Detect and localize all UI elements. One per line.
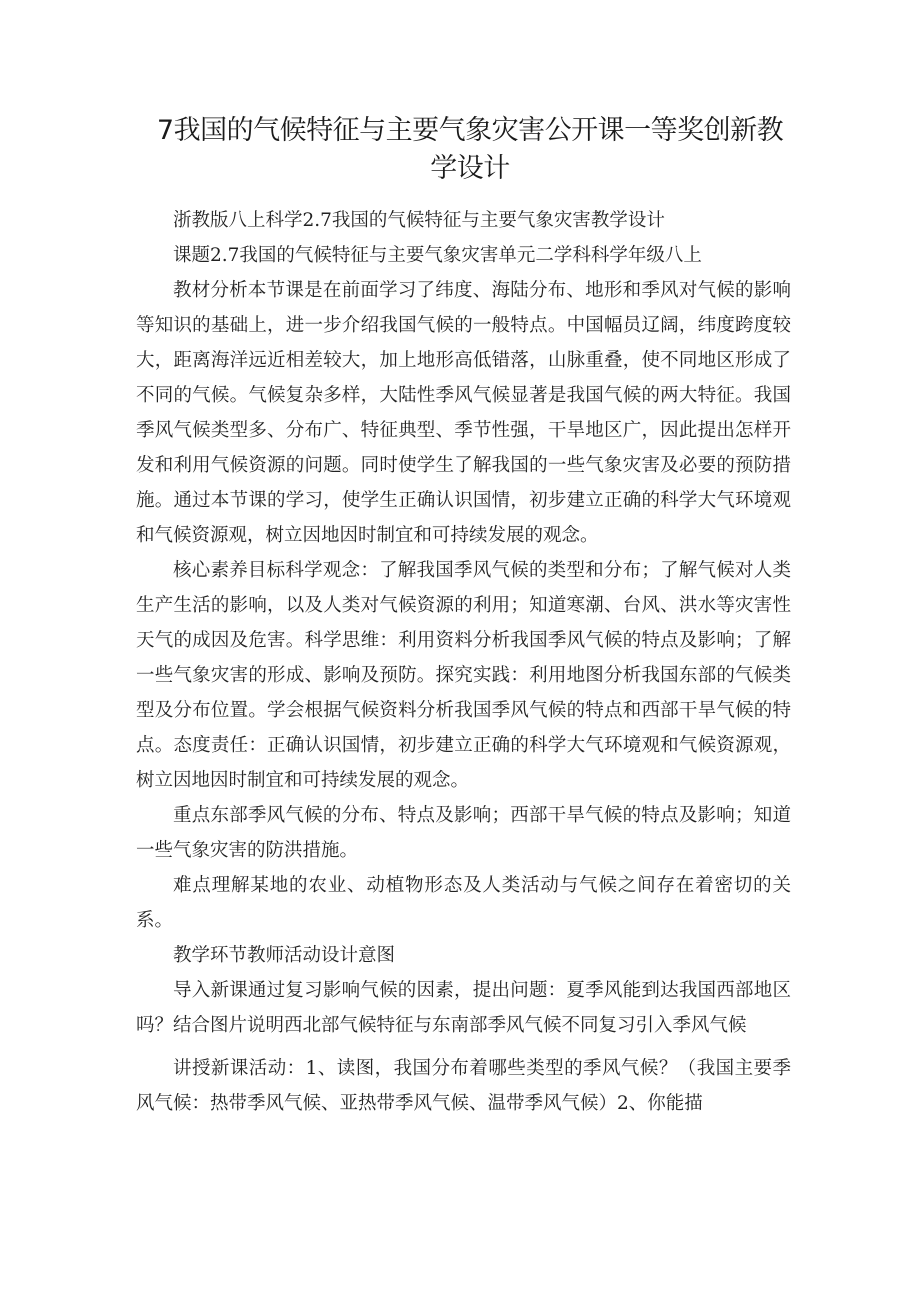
paragraph-key-points: 重点东部季风气候的分布、特点及影响；西部干旱气候的特点及影响；知道一些气象灾害的防洪措施。: [136, 805, 791, 861]
paragraph-core-goals: 核心素养目标科学观念：了解我国季风气候的类型和分布；了解气候对人类生产生活的影响，以及人类对气候资源的利用；知道寒潮、台风、洪水等灾害性天气的成因及危害。科学思维：利用资料分析我国季风气候的特点及影响；了解一些气象灾害的形成、影响及预防。探究实践：利用地图分析我国东部的气候类型及分布位置。学会根据气候资料分析我国季风气候的特点和西部干旱气候的特点。态度责任：正确认识国情，初步建立正确的科学大气环境观和气候资源观，树立因地因时制宜和可持续发展的观念。: [136, 560, 791, 791]
document-title: 7我国的气候特征与主要气象灾害公开课一等奖创新教学设计: [156, 115, 784, 184]
document-body: [136, 203, 791, 1121]
paragraph-material-analysis: 教材分析本节课是在前面学习了纬度、海陆分布、地形和季风对气候的影响等知识的基础上，进一步介绍我国气候的一般特点。中国幅员辽阔，纬度跨度较大，距离海洋远近相差较大，加上地形高低错落，山脉重叠，使不同地区形成了不同的气候。气候复杂多样，大陆性季风气候显著是我国气候的两大特征。我国季风气候类型多、分布广、特征典型、季节性强，干旱地区广，因此提出怎样开发和利用气候资源的问题。同时使学生了解我国的一些气象灾害及必要的预防措施。通过本节课的学习，使学生正确认识国情，初步建立正确的科学大气环境观和气候资源观，树立因地因时制宜和可持续发展的观念。: [136, 280, 791, 546]
paragraph-difficulties: 难点理解某地的农业、动植物形态及人类活动与气候之间存在着密切的关系。: [136, 875, 791, 931]
paragraph-teaching-table-header: 教学环节教师活动设计意图: [173, 945, 396, 966]
paragraph-new-lesson: 讲授新课活动：1、读图，我国分布着哪些类型的季风气候？（我国主要季风气候：热带季风气候、亚热带季风气候、温带季风气候）2、你能描: [136, 1058, 791, 1114]
paragraph-lesson-info: 课题2.7我国的气候特征与主要气象灾害单元二学科科学年级八上: [173, 245, 702, 266]
paragraph-textbook: 浙教版八上科学2.7我国的气候特征与主要气象灾害教学设计: [173, 210, 665, 231]
paragraph-introduction: 导入新课通过复习影响气候的因素，提出问题：夏季风能到达我国西部地区吗？结合图片说明西北部气候特征与东南部季风气候不同复习引入季风气候: [136, 980, 791, 1036]
